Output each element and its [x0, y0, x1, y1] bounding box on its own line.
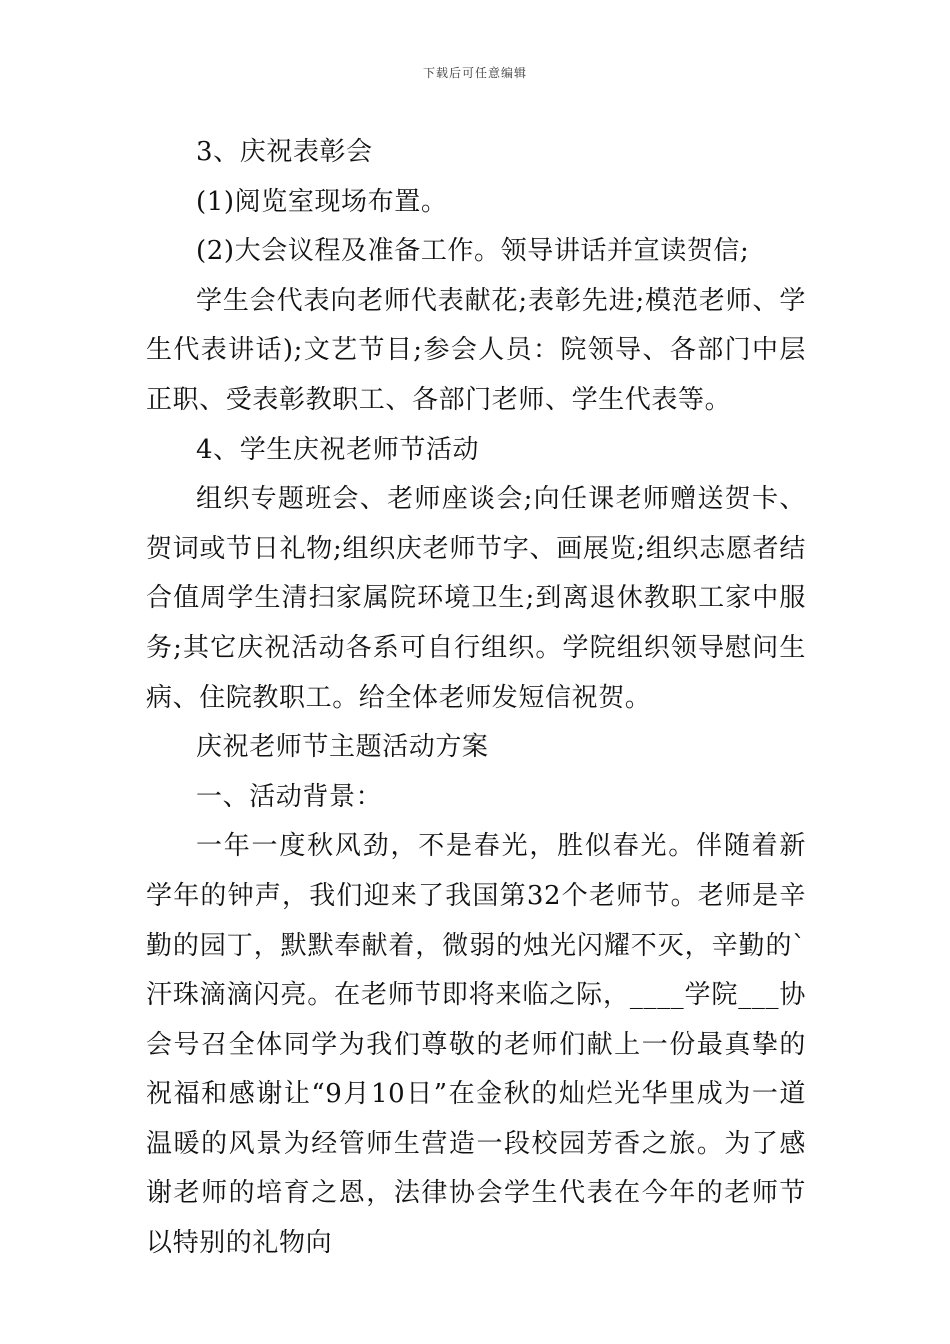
section-heading-student-activities: 4、学生庆祝老师节活动 — [196, 434, 480, 465]
list-item-reading-room-setup: (1)阅览室现场布置。 — [196, 186, 448, 217]
paragraph-student-activities: 组织专题班会、老师座谈会;向任课老师赠送贺卡、贺词或节日礼物;组织庆老师节字、画展览;组织志愿者结合值周学生清扫家属院环境卫生;到离退休教职工家中服务;其它庆祝活动各系可自行组织。学院组织领导慰问生病、住院教职工。给全体老师发短信祝贺。 — [146, 484, 806, 713]
paragraph-background: 一年一度秋风劲，不是春光，胜似春光。伴随着新学年的钟声，我们迎来了我国第32个老师节。老师是辛勤的园丁，默默奉献着，微弱的烛光闪耀不灭，辛勤的`汗珠滴滴闪亮。在老师节即将来临之际，____学院___协会号召全体同学为我们尊敬的老师们献上一份最真挚的祝福和感谢让“9月10日”在金秋的灿烂光华里成为一道温暖的风景为经管师生营造一段校园芳香之旅。为了感谢老师的培育之恩，法律协会学生代表在今年的老师节以特别的礼物向 — [146, 831, 806, 1259]
paragraph-meeting-details: 学生会代表向老师代表献花;表彰先进;模范老师、学生代表讲话);文艺节目;参会人员：院领导、各部门中层正职、受表彰教职工、各部门老师、学生代表等。 — [146, 285, 806, 415]
document-body — [146, 128, 806, 1269]
list-item-meeting-agenda: (2)大会议程及准备工作。领导讲话并宣读贺信; — [196, 236, 750, 267]
section-heading-background: 一、活动背景： — [196, 781, 383, 812]
section-heading-celebration-meeting: 3、庆祝表彰会 — [196, 137, 373, 167]
document-title-theme-plan: 庆祝老师节主题活动方案 — [196, 732, 489, 763]
page-header-note: 下载后可任意编辑 — [422, 66, 527, 80]
